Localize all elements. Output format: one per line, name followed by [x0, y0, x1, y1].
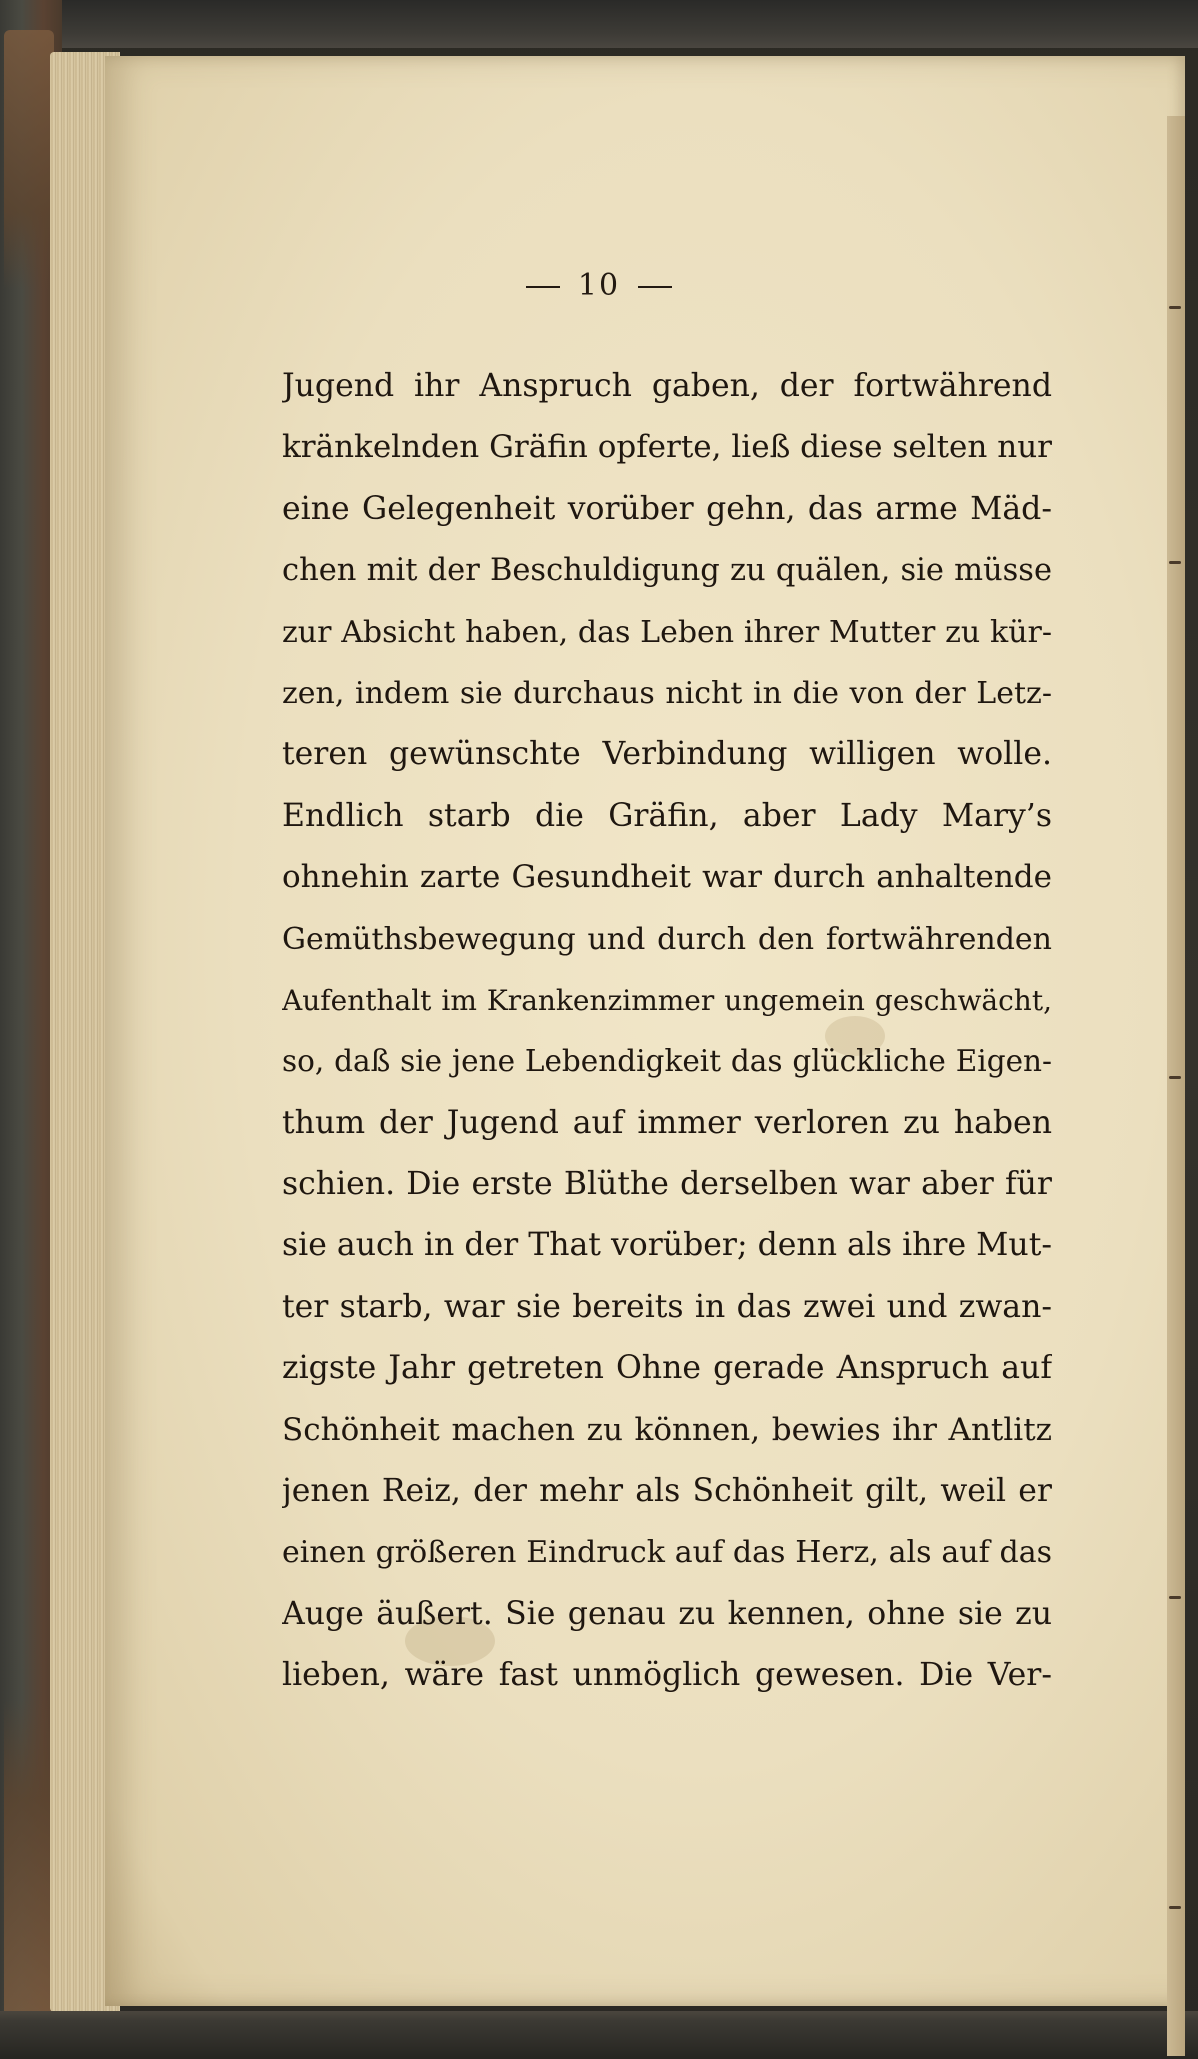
text-line: zigste Jahr getreten Ohne gerade Anspruch auf — [282, 1350, 1052, 1387]
page-number-header — [0, 268, 1198, 303]
header-dash-left — [526, 286, 560, 288]
text-line: lieben, wäre fast unmöglich gewesen. Die Ver- — [282, 1657, 1052, 1694]
cover-top-edge — [0, 0, 1198, 48]
text-line: kränkelnden Gräfin opferte, ließ diese selten nur — [282, 429, 1052, 466]
edge-mark — [1169, 1596, 1181, 1599]
text-line: einen größeren Eindruck auf das Herz, als auf das — [282, 1535, 1052, 1571]
text-line: Auge äußert. Sie genau zu kennen, ohne sie zu — [282, 1595, 1052, 1632]
body-text — [282, 356, 1052, 1707]
text-line: Aufenthalt im Krankenzimmer ungemein geschwächt, — [282, 983, 1052, 1017]
text-line: Jugend ihr Anspruch gaben, der fortwährend — [282, 368, 1052, 404]
edge-mark — [1169, 1906, 1181, 1909]
page-number: 10 — [577, 268, 621, 303]
text-line: so, daß sie jene Lebendigkeit das glückliche Eigen- — [282, 1044, 1052, 1079]
text-line: ter starb, war sie bereits in das zwei und zwan- — [282, 1288, 1052, 1325]
text-line: schien. Die erste Blüthe derselben war aber für — [282, 1166, 1052, 1203]
header-dash-right — [638, 286, 672, 288]
text-line: ohnehin zarte Gesundheit war durch anhaltende — [282, 859, 1052, 896]
text-line: chen mit der Beschuldigung zu quälen, sie müsse — [282, 553, 1052, 589]
text-line: jenen Reiz, der mehr als Schönheit gilt, weil er — [282, 1473, 1052, 1510]
edge-mark — [1169, 306, 1181, 309]
text-line: zen, indem sie durchaus nicht in die von der Letz- — [282, 675, 1052, 711]
text-line: eine Gelegenheit vorüber gehn, das arme Mäd- — [282, 490, 1052, 527]
text-line: sie auch in der That vorüber; denn als ihre Mut- — [282, 1227, 1052, 1264]
cover-bottom-edge — [0, 2011, 1198, 2059]
edge-mark — [1169, 1076, 1181, 1079]
cover-wear-top — [4, 30, 54, 290]
text-line: teren gewünschte Verbindung willigen wolle. — [282, 736, 1052, 773]
edge-mark — [1169, 561, 1181, 564]
text-line: Schönheit machen zu können, bewies ihr Antlitz — [282, 1411, 1052, 1448]
page-right-edge — [1167, 116, 1185, 2056]
cover-wear-bottom — [4, 1700, 54, 2030]
text-line: Endlich starb die Gräfin, aber Lady Mary’s — [282, 797, 1052, 834]
text-line: zur Absicht haben, das Leben ihrer Mutter zu kür- — [282, 614, 1052, 650]
text-line: thum der Jugend auf immer verloren zu haben — [282, 1104, 1052, 1141]
text-line: Gemüthsbewegung und durch den fortwährenden — [282, 921, 1052, 957]
